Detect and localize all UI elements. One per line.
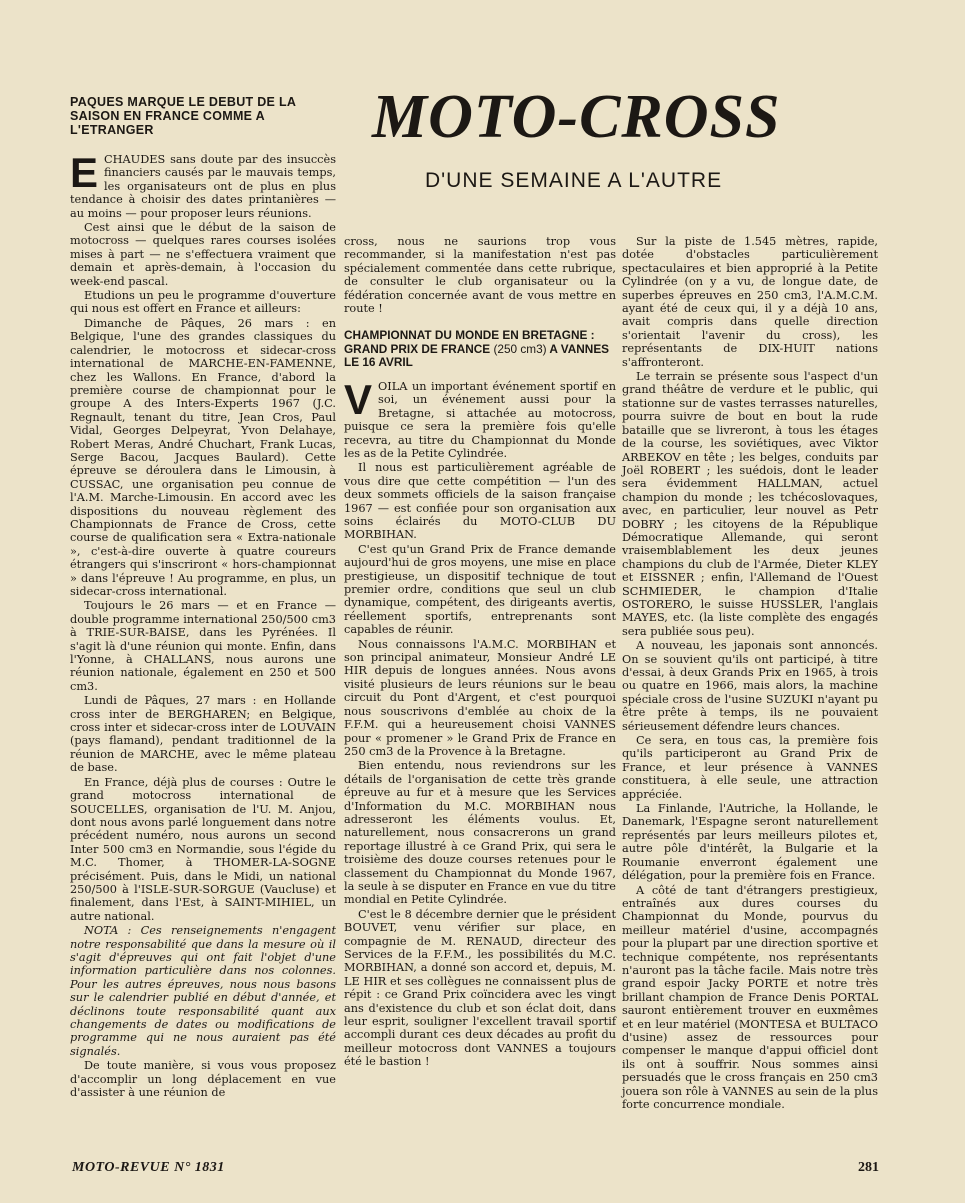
paragraph: La Finlande, l'Autriche, la Hollande, le Danemark, l'Espagne seront naturellement représentés par leurs meilleurs pilotes et, autre pôle d'intérêt, la Bulgarie et la Roumanie enverront également une délégation, pour la première fois en France.	[622, 802, 878, 883]
article-column-2	[344, 235, 616, 1155]
section-heading: CHAMPIONNAT DU MONDE EN BRETAGNE : GRAND PRIX DE FRANCE (250 cm3) A VANNES LE 16 AVRIL	[344, 328, 610, 370]
paragraph: Dimanche de Pâques, 26 mars : en Belgique, l'une des grandes classiques du calendrier, le motocross et sidecar-cross international de MARCHE-EN-FAMENNE, chez les Wallons. En France, d'abord la première course de championnat pour le groupe A des Inters-Experts 1967 (J.C. Regnault, tenant du titre, Jean Cros, Paul Vidal, Georges Delpeyrat, Yvon Delahaye, Robert Meras, André Chuchart, Frank Lucas, Serge Bacou, Jacques Baulard). Cette épreuve se déroulera dans le Limousin, à CUSSAC, une organisation peu connue de l'A.M. Marche-Limousin. En accord avec les dispositions du nouveau règlement des Championnats de France de Cross, cette course de qualification sera « Extra-nationale », c'est-à-dire ouverte à quatre coureurs étrangers qui s'inscriront « hors-championnat » dans l'épreuve ! Au programme, en plus, un sidecar-cross international.	[70, 316, 336, 598]
paragraph: Bien entendu, nous reviendrons sur les détails de l'organisation de cette très grande épreuve au fur et à mesure que les Services d'Information du M.C. MORBIHAN nous adresseront les éléments voulus. Et, naturellement, nous consacrerons un grand reportage illustré à ce Grand Prix, qui sera le troisième des douze courses retenues pour le classement du Championnat du Monde 1967, la seule à se disputer en France en vue du titre mondial en Petite Cylindrée.	[344, 759, 616, 907]
paragraph: A nouveau, les japonais sont annoncés. On se souvient qu'ils ont participé, à titre d'essai, à deux Grands Prix en 1965, à trois ou quatre en 1966, mais alors, la machine spéciale cross de l'usine SUZUKI n'ayant pu être prête à temps, ils ne pouvaient sérieusement défendre leurs chances.	[622, 639, 878, 733]
paragraph: Lundi de Pâques, 27 mars : en Hollande cross inter de BERGHAREN; en Belgique, cross inter et sidecar-cross inter de LOUVAIN (pays flamand), pendant traditionnel de la réunion de MARCHE, avec le même plateau de base.	[70, 694, 336, 775]
paragraph: ECHAUDES sans doute par des insuccès financiers causés par le mauvais temps, les organisateurs ont de plus en plus tendance à choisir des dates printanières — au moins — pour proposer leurs réunions.	[70, 149, 336, 220]
paragraph: Il nous est particulièrement agréable de vous dire que cette compétition — l'un des deux sommets officiels de la saison française 1967 — est confiée pour son organisation aux soins éclairés du MOTO-CLUB DU MORBIHAN.	[344, 461, 616, 542]
article-column-3	[622, 235, 878, 1155]
paragraph: Cest ainsi que le début de la saison de motocross — quelques rares courses isolées mises à part — ne s'effectuera vraiment que demain et après-demain, à l'occasion du week-end pascal.	[70, 221, 336, 288]
paragraph: Sur la piste de 1.545 mètres, rapide, dotée d'obstacles particulièrement spectaculaires et bien approprié à la Petite Cylindrée (on y a vu, de longue date, de superbes épreuves en 250 cm3, l'A.M.C.M. ayant été de ceux qui, il y a déjà 10 ans, avait compris dans quelle direction s'orientait l'avenir du cross), les représentants de DIX-HUIT nations s'affronteront.	[622, 235, 878, 369]
paragraph: C'est qu'un Grand Prix de France demande aujourd'hui de gros moyens, une mise en place prestigieuse, un dispositif technique de tout premier ordre, conditions que seul un club dynamique, compétent, des dirigeants avertis, réellement sportifs, entreprenants sont capables de réunir.	[344, 542, 616, 637]
nota-paragraph: NOTA : Ces renseignements n'engagent notre responsabilité que dans la mesure où il s'agit d'épreuves qui ont fait l'objet d'une information particulière dans nos colonnes. Pour les autres épreuves, nous nous basons sur le calendrier publié en début d'année, et déclinons toute responsabilité quant aux changements de dates ou modifications de programme qui ne nous auraient pas été signalés.	[70, 924, 336, 1058]
drop-cap: V	[344, 375, 373, 423]
page-subtitle: D'UNE SEMAINE A L'AUTRE	[425, 169, 723, 192]
paragraph: Etudions un peu le programme d'ouverture qui nous est offert en France et ailleurs:	[70, 289, 336, 316]
paragraph: A côté de tant d'étrangers prestigieux, entraînés aux dures courses du Championnat du Monde, pourvus du meilleur matériel d'usine, accompagnés pour la plupart par une direction sportive et technique compétente, nos représentants n'auront pas la tâche facile. Mais notre très grand espoir Jacky PORTE et notre très brillant champion de France Denis PORTAL sauront entièrement trouver en euxmêmes et en leur matériel (MONTESA et BULTACO d'usine) assez de ressources pour compenser le manque d'appui officiel dont ils ont à souffrir. Nous sommes ainsi persuadés que le cross français en 250 cm3 jouera son rôle à VANNES au sein de la plus forte concurrence mondiale.	[622, 883, 878, 1111]
paragraph: Le terrain se présente sous l'aspect d'un grand théâtre de verdure et le public, qui stationne sur de vastes terrasses naturelles, pourra suivre de bout en bout la rude bataille que se livreront, à tous les étages de la course, les soviétiques, avec Viktor ARBEKOV en tête ; les belges, conduits par Joël ROBERT ; les suédois, dont le leader sera évidemment HALLMAN, actuel champion du monde ; les tchécoslovaques, avec, en particulier, leur nouvel as Petr DOBRY ; les citoyens de la République Démocratique Allemande, qui seront vraisemblablement les deux jeunes champions du club de l'Armée, Dieter KLEY et EISSNER ; enfin, l'Allemand de l'Ouest SCHMIEDER, le champion d'Italie OSTORERO, le suisse HUSSLER, l'anglais MAYES, etc. (la liste complète des engagés sera publiée sous peu).	[622, 370, 878, 638]
kicker-headline: PAQUES MARQUE LE DEBUT DE LA SAISON EN FRANCE COMME A L'ETRANGER	[70, 95, 296, 137]
paragraph: De toute manière, si vous vous proposez d'accomplir un long déplacement en vue d'assister à une réunion de	[70, 1059, 336, 1100]
drop-cap: E	[70, 149, 99, 196]
page-title: MOTO-CROSS	[372, 83, 781, 151]
paragraph: Nous connaissons l'A.M.C. MORBIHAN et son principal animateur, Monsieur André LE HIR depuis de longues années. Nous avons visité plusieurs de leurs réunions sur le beau circuit du Pont d'Argent, et c'est pourquoi nous souscrivons d'emblée au choix de la F.F.M. qui a heureusement choisi VANNES pour « promener » le Grand Prix de France en 250 cm3 de la Provence à la Bretagne.	[344, 637, 616, 758]
paragraph: Ce sera, en tous cas, la première fois qu'ils participeront au Grand Prix de France, et leur présence à VANNES constituera, à elle seule, une attraction appréciée.	[622, 734, 878, 801]
paragraph: VOILA un important événement sportif en soi, un événement aussi pour la Bretagne, si attachée au motocross, puisque ce sera la première fois qu'elle recevra, au titre du Championnat du Monde les as de la Petite Cylindrée.	[344, 375, 616, 460]
paragraph: C'est le 8 décembre dernier que le président BOUVET, venu vérifier sur place, en compagnie de M. RENAUD, directeur des Services de la F.F.M., les possibilités du M.C. MORBIHAN, a donné son accord et, depuis, M. LE HIR et ses collègues ne connaissent plus de répit : ce Grand Prix coïncidera avec les vingt ans d'existence du club et son éclat doit, dans leur esprit, souligner l'excellent travail sportif accompli durant ces deux décades au profit du meilleur motocross dont VANNES a toujours été le bastion !	[344, 907, 616, 1069]
paragraph: En France, déjà plus de courses : Outre le grand motocross international de SOUCELLES, organisation de l'U. M. Anjou, dont nous avons parlé longuement dans notre précédent numéro, nous aurons un second Inter 500 cm3 en Normandie, sous l'égide du M.C. Thomer, à THOMER-LA-SOGNE précisément. Puis, dans le Midi, un national 250/500 à l'ISLE-SUR-SORGUE (Vaucluse) et finalement, dans l'Est, à SAINT-MIHIEL, un autre national.	[70, 775, 336, 923]
page-number: 281	[858, 1160, 879, 1175]
publication-footer: MOTO-REVUE N° 1831	[72, 1160, 225, 1175]
article-column-1	[70, 149, 336, 1153]
paragraph: cross, nous ne saurions trop vous recommander, si la manifestation n'est pas spécialement commentée dans cette rubrique, de consulter le club organisateur ou la fédération concernée avant de vous mettre en route !	[344, 235, 616, 316]
paragraph: Toujours le 26 mars — et en France — double programme international 250/500 cm3 à TRIE-SUR-BAISE, dans les Pyrénées. Il s'agit là d'une réunion qui monte. Enfin, dans l'Yonne, à CHALLANS, nous aurons une réunion nationale, également en 250 et 500 cm3.	[70, 599, 336, 693]
